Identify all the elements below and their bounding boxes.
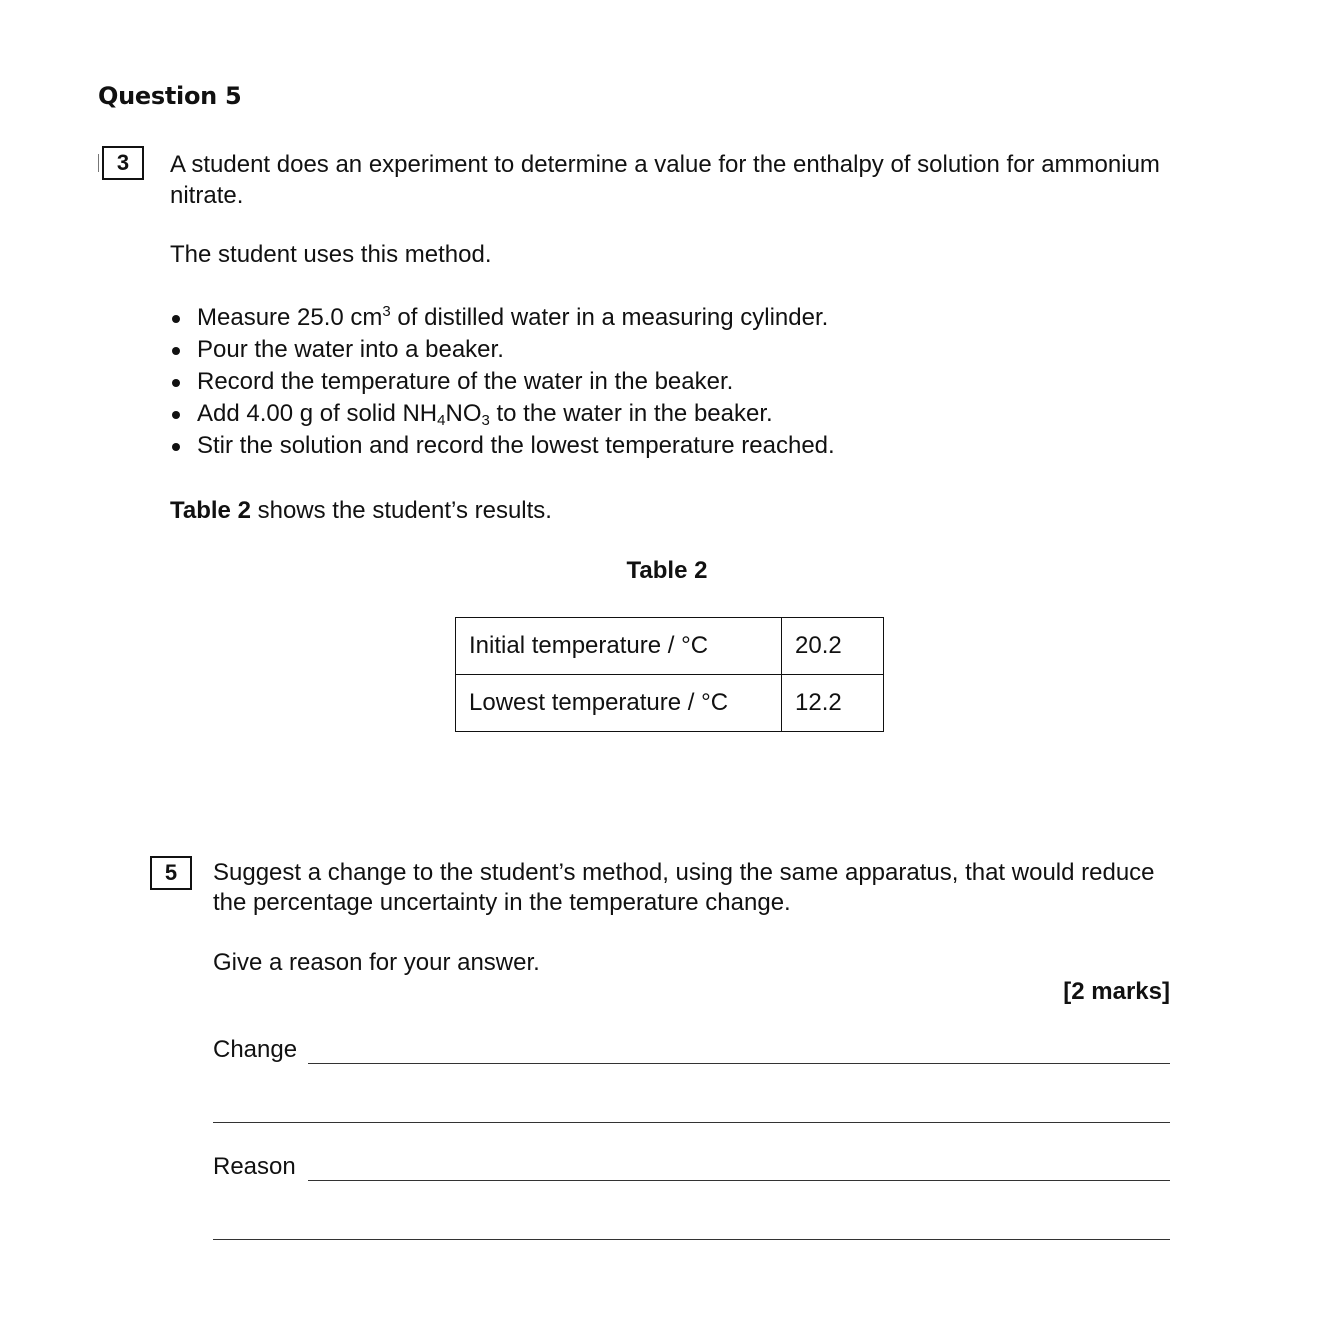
reason-answer-line-1[interactable] bbox=[308, 1180, 1170, 1181]
method-step-4: Add 4.00 g of solid $NH_4NO_3$ to the water in the beaker. bbox=[170, 398, 835, 430]
change-answer-line-1[interactable] bbox=[308, 1063, 1170, 1064]
table-cell-value: 12.2 bbox=[782, 675, 884, 732]
question-intro: A student does an experiment to determine a value for the enthalpy of solution for ammonium nitrate. bbox=[170, 151, 1160, 209]
question-number-box-5: 5 bbox=[150, 856, 192, 890]
question-number-box-3: 3 bbox=[102, 146, 144, 180]
reason-prompt: Give a reason for your answer. bbox=[213, 949, 540, 976]
method-intro: The student uses this method. bbox=[170, 241, 492, 268]
results-table bbox=[455, 617, 884, 732]
reason-answer-line-2[interactable] bbox=[213, 1239, 1170, 1240]
method-step-5: Stir the solution and record the lowest temperature reached. bbox=[170, 430, 835, 462]
table-cell-label: Lowest temperature / °C bbox=[456, 675, 782, 732]
change-answer-line-2[interactable] bbox=[213, 1122, 1170, 1123]
table-row bbox=[456, 675, 884, 732]
table-reference: Table 2 shows the student’s results. bbox=[170, 497, 552, 524]
question-heading: Question 5 bbox=[98, 82, 242, 110]
reason-label: Reason bbox=[213, 1153, 296, 1180]
method-step-2: Pour the water into a beaker. bbox=[170, 334, 835, 366]
method-step-3: Record the temperature of the water in the beaker. bbox=[170, 366, 835, 398]
marks-label: [2 marks] bbox=[1063, 978, 1170, 1005]
method-step-1: Measure 25.0 $cm^3$ of distilled water in a measuring cylinder. bbox=[170, 302, 835, 334]
change-label: Change bbox=[213, 1036, 298, 1063]
question-5-text: Suggest a change to the student’s method, using the same apparatus, that would reduce the percentage uncertainty in the temperature change. bbox=[213, 859, 1155, 916]
table-cell-value: 20.2 bbox=[782, 618, 884, 675]
table-row bbox=[456, 618, 884, 675]
table-title: Table 2 bbox=[626, 557, 708, 584]
method-steps-list bbox=[170, 302, 835, 462]
table-cell-label: Initial temperature / °C bbox=[456, 618, 782, 675]
